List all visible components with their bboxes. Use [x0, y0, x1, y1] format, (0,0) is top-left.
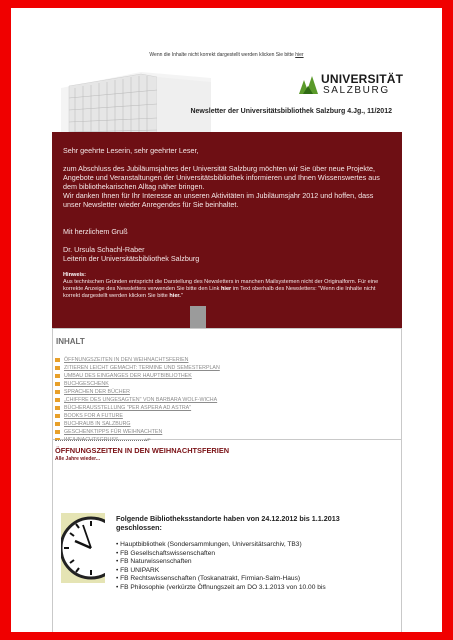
toc-bullet-icon	[55, 430, 60, 434]
list-item: • FB UNIPARK	[116, 566, 160, 574]
list-item: • FB Rechtswissenschaften (Toskanatrakt, Firmian-Salm-Haus)	[116, 575, 301, 583]
toc-bullet-icon	[55, 406, 60, 410]
toc-bullet-icon	[55, 390, 60, 394]
university-logo-icon	[297, 74, 319, 96]
toc-title: INHALT	[56, 337, 85, 346]
toc-item[interactable]	[55, 412, 220, 420]
toc-item[interactable]	[55, 420, 220, 428]
closing: Mit herzlichem Gruß	[63, 227, 128, 236]
toc-link[interactable]: SPRACHEN DER BÜCHER	[64, 389, 130, 395]
newsletter-page	[11, 8, 442, 632]
toc-bullet-icon	[55, 374, 60, 378]
toc-link[interactable]: BOOKS FOR A FUTURE	[64, 413, 123, 419]
toc-item[interactable]	[55, 396, 220, 404]
toc-bullet-icon	[55, 422, 60, 426]
display-note-link[interactable]: hier	[295, 52, 304, 58]
toc-link[interactable]: GESCHENKTIPPS FÜR WEIHNACHTEN	[64, 429, 163, 435]
toc-link[interactable]: UMBAU DES EINGANGES DER HAUPTBIBLIOTHEK	[64, 373, 192, 379]
section-title: ÖFFNUNGSZEITEN IN DEN WEIHNACHTSFERIEN	[55, 446, 230, 455]
university-logo[interactable]	[297, 70, 407, 100]
closure-heading: Folgende Bibliotheksstandorte haben von 24.12.2012 bis 1.1.2013 geschlossen:	[116, 514, 340, 532]
toc-list	[55, 356, 220, 444]
toc-link[interactable]: BÜCHERAUSSTELLUNG "PER ASPERA AD ASTRA"	[64, 405, 192, 411]
intro-paragraph-2: Wir danken Ihnen für Ihr Interesse an unseren Aktivitäten im Jubiläumsjahr 2012 und hoffen, dass unser Newsletter wieder Anregendes für Sie beinhaltet.	[63, 191, 374, 209]
clock-image	[61, 513, 105, 583]
list-item: • FB Naturwissenschaften	[116, 558, 192, 566]
hint-label: Hinweis:	[63, 272, 87, 278]
toc-item[interactable]	[55, 404, 220, 412]
toc-item[interactable]	[55, 364, 220, 372]
hint-block: Hinweis: Aus technischen Gründen entspricht die Darstellung des Newsletters in manchen Mailsystemen nicht der Originalform. Für eine korrekte Anzeige des Newsletters verwenden Sie bitte den Link hier im Text oberhalb des Newsletters: "Wenn die Inhalte nicht korrekt dargestellt werden klicken Sie bitte hier."	[63, 272, 379, 299]
signer-role: Leiterin der Universitätsbibliothek Salzburg	[63, 254, 200, 263]
logo-line1: UNIVERSITÄT	[321, 72, 404, 86]
toc-link[interactable]: ÖFFNUNGSZEITEN IN DEN WEIHNACHTSFERIEN	[64, 357, 189, 363]
list-item: • FB Gesellschaftswissenschaften	[116, 549, 216, 557]
toc-item[interactable]	[55, 428, 220, 436]
table-of-contents	[52, 328, 402, 440]
toc-link[interactable]: „CHIFFRE DES UNGESAGTEN" VON BARBARA WOLF-WICHA	[64, 397, 218, 403]
signer-name: Dr. Ursula Schachl-Raber	[63, 245, 145, 254]
toc-link[interactable]: ZITIEREN LEICHT GEMACHT: TERMINE UND SEMESTERPLAN	[64, 365, 220, 371]
back-to-top-link[interactable]: UP	[145, 437, 151, 442]
list-item: • FB Philosophie (verkürzte Öffnungszeit am DO 3.1.2013 von 10.00 bis	[116, 583, 326, 591]
toc-item[interactable]	[55, 388, 220, 396]
section-divider	[55, 440, 147, 441]
greeting: Sehr geehrte Leserin, sehr geehrter Leser,	[63, 146, 199, 155]
hint-link-2[interactable]: hier.	[169, 293, 181, 299]
section-subtitle: Alle Jahre wieder...	[55, 456, 101, 462]
toc-item[interactable]	[55, 380, 220, 388]
intro-paragraph-1: zum Abschluss des Jubiläumsjahres der Universität Salzburg möchten wir Sie über neue Projekte, Angebote und Veranstaltungen der Universitätsbibliothek informieren und Ihnen Wissenswertes aus dem bibliothekarischen Alltag näher bringen.	[63, 164, 380, 191]
hint-link[interactable]: hier	[220, 286, 232, 292]
toc-bullet-icon	[55, 366, 60, 370]
closed-locations-list	[116, 541, 396, 593]
list-item: • Hauptbibliothek (Sondersammlungen, Universitätsarchiv, TB3)	[116, 541, 302, 548]
section-opening-hours	[52, 437, 402, 632]
toc-bullet-icon	[55, 358, 60, 362]
display-note: Wenn die Inhalte nicht korrekt dargestellt werden klicken Sie bitte hier	[149, 52, 304, 58]
toc-bullet-icon	[55, 382, 60, 386]
toc-bullet-icon	[55, 398, 60, 402]
intro-box	[52, 132, 402, 328]
toc-item[interactable]	[55, 356, 220, 364]
logo-line2: SALZBURG	[323, 85, 390, 96]
toc-item[interactable]	[55, 372, 220, 380]
toc-link[interactable]: BUCHGESCHENK	[64, 381, 109, 387]
toc-bullet-icon	[55, 414, 60, 418]
newsletter-title: Newsletter der Universitätsbibliothek Salzburg 4.Jg., 11/2012	[190, 108, 392, 115]
toc-link[interactable]: BUCHRAUB IN SALZBURG	[64, 421, 131, 427]
